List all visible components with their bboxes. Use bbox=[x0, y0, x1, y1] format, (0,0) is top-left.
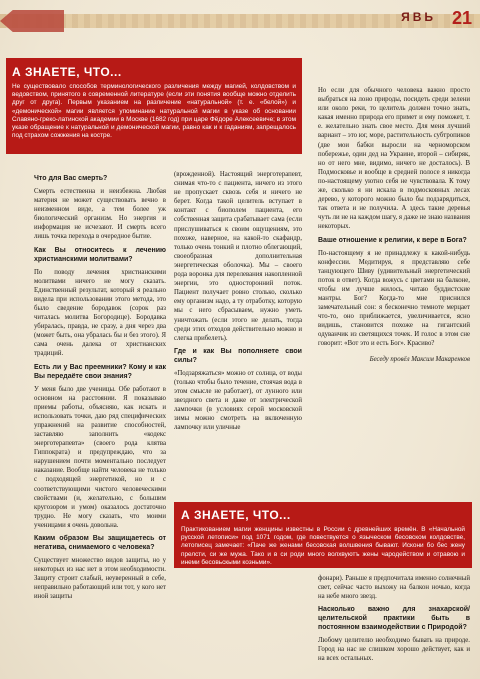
paragraph: Любому целителю необходимо бывать на природе. Город на нас не слишком хорошо действует, как и на всех остальных. bbox=[318, 637, 470, 663]
paragraph: У меня было две ученицы. Обе работают в основном на расстоянии. Я показываю приемы работы, объясняю, как искать и использовать точки, даю ряд специфических упражнений на развитие способностей, заставляю заполнить «кодекс энерготерапевта» (своего рода клятва Гиппократа) и предупреждаю, что за нарушением почти моментально последует наказание. Вообще найти человека не только с подходящей энергетикой, но и с соответствующими чистого человеческими свойствами (и, желательно, с большим кругозором и умом) оказалось достаточно трудно. Не могу сказать, что моими ученицами я очень довольна. bbox=[34, 385, 166, 529]
box-title: А ЗНАЕТЕ, ЧТО... bbox=[181, 508, 291, 522]
paragraph: (врожденной). Настоящий энерготерапевт, снимая что-то с пациента, ничего из этого не пропускает сквозь себя и ничего не берет. Когда такой целитель вступает в контакт с биополем пациента, его собственная защита срабатывает сама (если прислушиваться к своим ощущениям, это похоже, наверное, на какой-то скафандр, только очень тонкий и плотно облегающий, своеобразная дополнительная энергетическая оболочка). Мы – своего рода воронка для перелевания накопленной энергии, это односторонний поток. Пациент получает ровно столько, сколько ему организм надо, а ту отработку, которую мы с него сбрасываем, нужно уметь уничтожать (если этого не делать, тогда среди этих отходов действительно можно и слегка прибелеть). bbox=[174, 171, 302, 342]
box-title: А ЗНАЕТЕ, ЧТО... bbox=[12, 65, 122, 79]
column-3 bbox=[318, 86, 470, 368]
box-text: Не существовало способов терминологического различения между магией, колдовством и ведовством, принятого в современной литературе (если эти понятия вообще можно отделить друг от друга). Первым указанием на различение «натуральной» (т. е. «белой») и «демонической» магии является упоминание натуральной магии в указе об основании Славяно-греко-латинской академии в Москве (1682 год) при царе Фёдоре Алексеевиче; в этом указе обращение к натуральной и демонической магии, равно как и к гаданиям, запрещалось под страхом сожжения на костре. bbox=[12, 83, 296, 140]
did-you-know-box-bottom bbox=[174, 502, 472, 568]
page-number: 21 bbox=[451, 8, 472, 28]
box-text: Практикованием магии женщины известны в России с древнейших времён. В «Начальной русской летописи» под 1071 годом, где повествуется о языческом бесовском колдовстве, летописец замечает: «Паче же женами бесовская волшвения бывают. Искони бо бес жену прелсти, си же мужа. Тако и в си роди много волхвуютъ жены чародейством и отравою и инеми бесовьскыми козньми». bbox=[181, 526, 465, 566]
interview-question: Что для Вас смерть? bbox=[34, 175, 108, 182]
column-4 bbox=[318, 574, 470, 668]
interview-question: Ваше отношение к религии, к вере в Бога? bbox=[318, 236, 467, 244]
paragraph: По-настоящему я не принадлежу к какой-нибудь конфессии. Медитируя, я представляю себе танцующего Шиву (удивительный энергетический поток в ответ). Когда вожусь с цветами на балконе, чтобы им лучше жилось, читаю буддистские мантры. Бог? Когда-то мне приснился замечательный сон: я бесконечно темноте мерцает что-то, оно приближается, увеличивается, ясно видишь, становится похоже на гигантский одуванчик из светящихся точек. И голос в этом сне говорит: «Вот это и есть Бог». Красиво? bbox=[318, 249, 470, 348]
ornament-arrow bbox=[0, 10, 64, 32]
section-title: ЯВЬ bbox=[401, 10, 436, 24]
interview-question: Каким образом Вы защищаетесь от негатива, снимаемого с человека? bbox=[34, 535, 166, 551]
interview-question: Есть ли у Вас преемники? Кому и как Вы передаёте свои знания? bbox=[34, 363, 166, 380]
paragraph: По поводу лечения христианскими молитвами ничего не могу сказать. Единственный результат, который я реально видела при использовании этого метода, это было сведение бородавок (сорок раз читалась молитва Богородице). Бородавка убиралась, правда, не сразу, а дня через два (может быть, она убралась бы и без этого). Я сама очень далека от христианских традиций. bbox=[34, 268, 166, 358]
paragraph: Смерть естественна и неизбежна. Любая материя не может существовать вечно в неизменном виде, а тем более уж биологический организм. Но энергия и информация не исчезают. И смерть всего лишь точка перехода в очередное бытие. bbox=[34, 188, 166, 241]
column-1 bbox=[34, 170, 166, 605]
paragraph: фонари). Раньше я предпочитала именно солнечный свет, сейчас часто выхожу на балкон ночью, когда на небе много звезд. bbox=[318, 575, 470, 601]
byline: Беседу провёл Максим Макаренков bbox=[369, 355, 470, 363]
interview-question: Насколько важно для знахарской/целительской практики быть в постоянном взаимодействии с Природой? bbox=[318, 606, 470, 632]
paragraph: Существует множество видов защиты, но у некоторых из нас нет в этом необходимости. Защиту строит слабый, неуверенный в себе, неправильно работающий или тот, у кого нет иной защиты bbox=[34, 557, 166, 601]
column-2 bbox=[174, 170, 302, 436]
interview-question: Где и как Вы пополняете свои силы? bbox=[174, 347, 302, 364]
paragraph: «Подзаряжаться» можно от солнца, от воды (только чтобы было течение, стоячая вода в этом смысле не работает), от лунного или звездного света и даже от электрической лампочки (в условиях серой московской зимы можно смотреть на включенную лампочку или уличные bbox=[174, 369, 302, 432]
did-you-know-box-top bbox=[6, 58, 302, 154]
paragraph: Но если для обычного человека важно просто выбраться на лоно природы, посидеть среди зелени или около реки, то целитель должен точно знать, какая именно природа его примет и ему поможет, т. е. желательно знать свое место. Для меня лучший вариант – это юг, море, растительность субтропиков (две мои бабки выросли на черноморском побережье, один дед на Украине, второй – сибиряк, но от него мне, видимо, ничего не досталось). В Подмосковье и вообще в средней полосе я никогда по-настоящему уютно себя не чувствовала. К тому же, сколько я ни искала в подмосковных лесах дерево, у которого можно было бы подзарядиться, так ответа и не получила. А здесь такие деревья чуть ли не на каждом шагу, я даже не знаю названия некоторых. bbox=[318, 87, 470, 231]
interview-question: Как Вы относитесь к лечению христианскими молитвами? bbox=[34, 246, 166, 263]
